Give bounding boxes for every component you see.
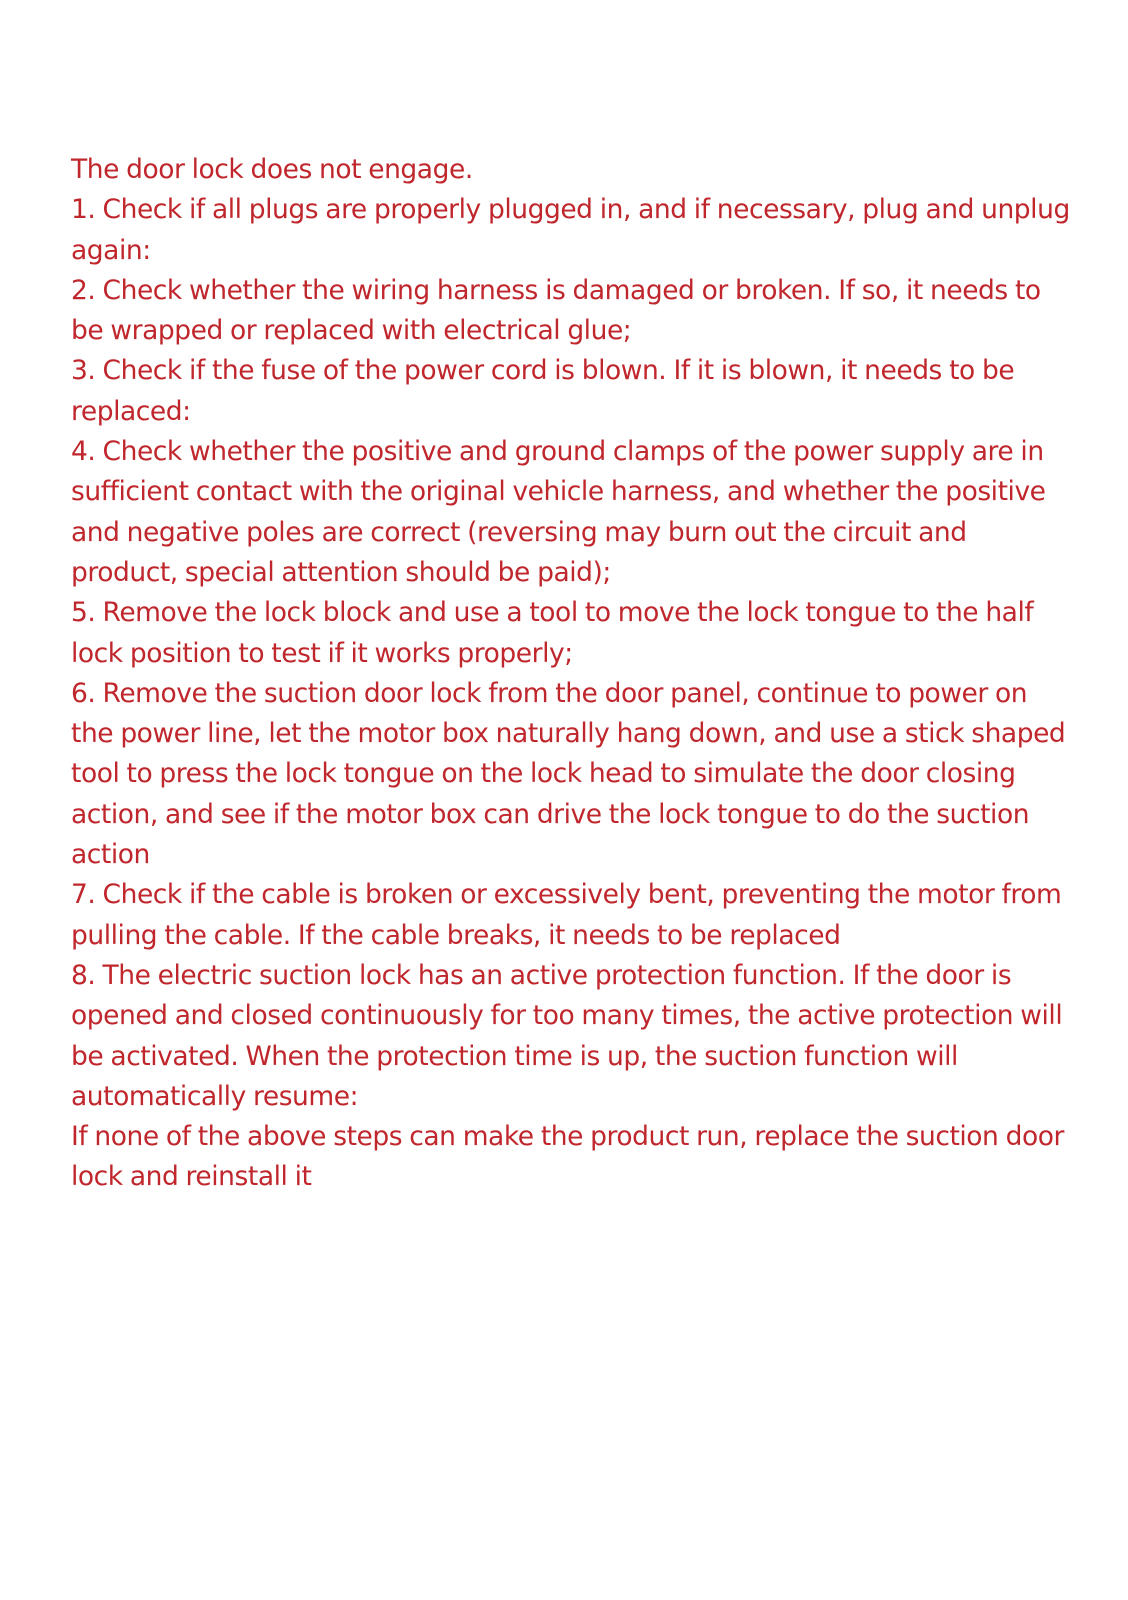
step-5: 5. Remove the lock block and use a tool to move the lock tongue to the half lock position to test if it works properly; <box>71 597 1034 669</box>
step-2: 2. Check whether the wiring harness is damaged or broken. If so, it needs to be wrapped or replaced with electrical glue; <box>71 274 1041 347</box>
step-4: 4. Check whether the positive and ground clamps of the power supply are in sufficient contact with the original vehicle harness, and whether the positive and negative poles are correct (reversing may burn out the circuit and product, special attention should be paid); <box>71 436 1046 588</box>
document-title: The door lock does not engage. <box>71 154 473 185</box>
step-7: 7. Check if the cable is broken or excessively bent, preventing the motor from pulling the cable. If the cable breaks, it needs to be replaced <box>71 879 1062 951</box>
troubleshooting-document <box>71 150 1071 1198</box>
step-6: 6. Remove the suction door lock from the door panel, continue to power on the power line, let the motor box naturally hang down, and use a stick shaped tool to press the lock tongue on the lock head to simulate the door closing action, and see if the motor box can drive the lock tongue to do the suction action <box>71 677 1066 871</box>
step-1: 1. Check if all plugs are properly plugged in, and if necessary, plug and unplug again: <box>71 194 1070 266</box>
conclusion: If none of the above steps can make the product run, replace the suction door lock and reinstall it <box>71 1121 1064 1193</box>
step-3: 3. Check if the fuse of the power cord is blown. If it is blown, it needs to be replaced: <box>71 355 1015 427</box>
step-8: 8. The electric suction lock has an active protection function. If the door is opened and closed continuously for too many times, the active protection will be activated. When the protection time is up, the suction function will automatically resume: <box>71 959 1063 1112</box>
